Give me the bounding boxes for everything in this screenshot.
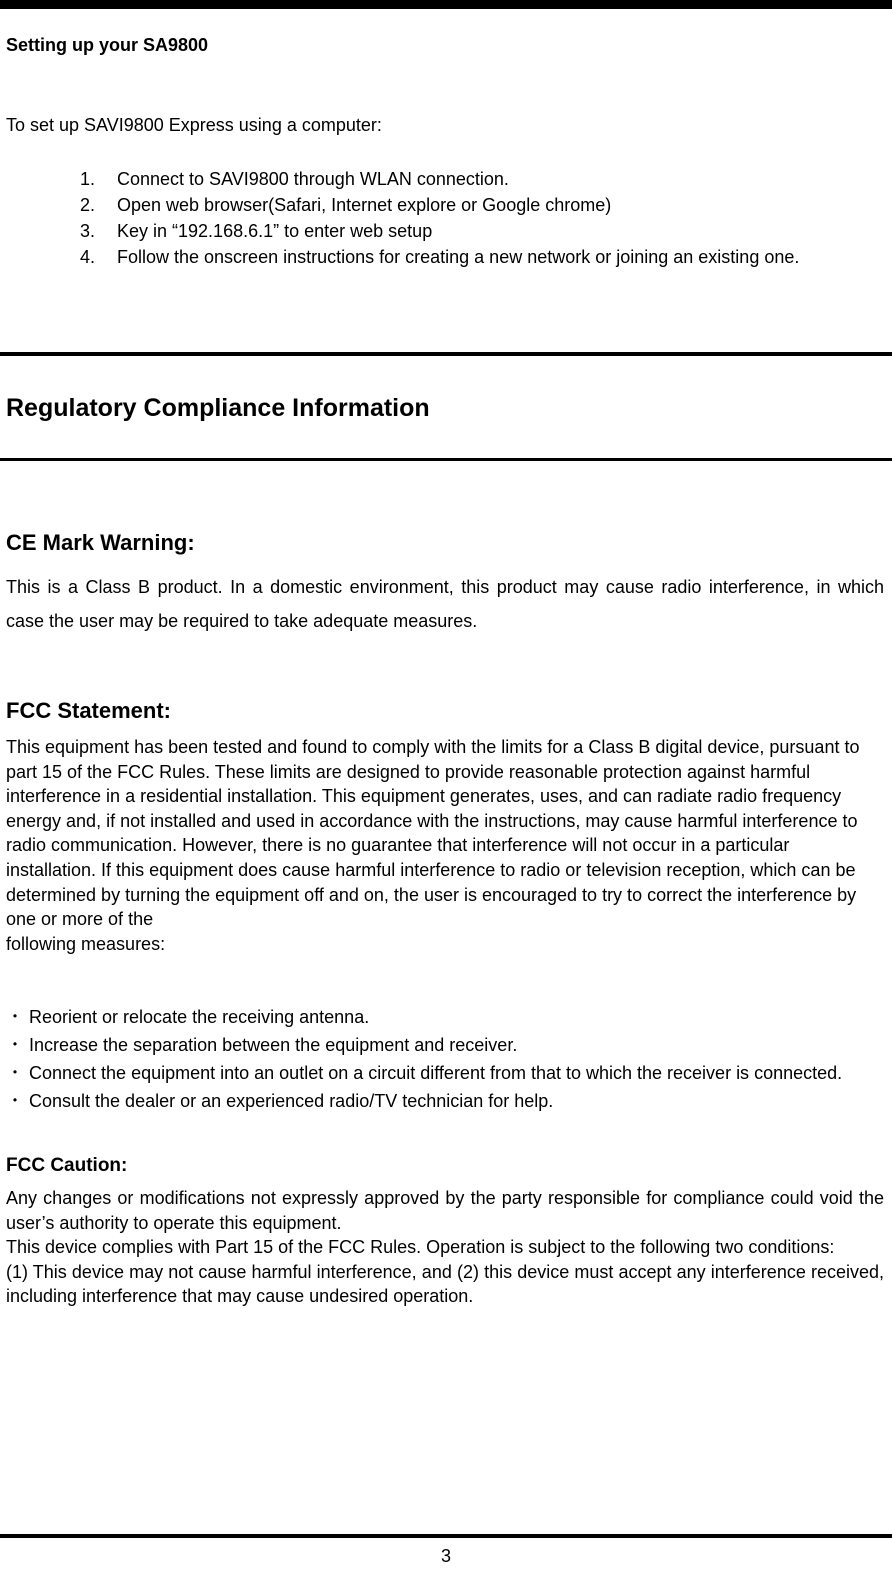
fcc-heading: FCC Statement: [6, 698, 172, 723]
caution-paragraph-1: Any changes or modifications not expressly approved by the party responsible for compliance could void the user’s authority to operate this equipment. [6, 1188, 884, 1233]
caution-paragraph-2: This device complies with Part 15 of the FCC Rules. Operation is subject to the following two conditions: [6, 1237, 835, 1258]
setup-heading: Setting up your SA9800 [6, 35, 209, 55]
list-item: ・ Reorient or relocate the receiving antenna. [6, 1007, 370, 1027]
regulatory-title: Regulatory Compliance Information [6, 394, 430, 422]
caution-paragraph-3: (1) This device may not cause harmful interference, and (2) this device must accept any interference received, including interference that may cause undesired operation. [6, 1261, 884, 1307]
section-divider-top [0, 352, 892, 356]
fcc-measures [6, 1003, 884, 1115]
fcc-text: This equipment has been tested and found to comply with the limits for a Class B digital device, pursuant to part 15 of the FCC Rules. These limits are designed to provide reasonable protection against harmful interference in a residential installation. This equipment generates, uses, and can radiate radio frequency energy and, if not installed and used in accordance with the instructions, may cause harmful interference to radio communication. However, there is no guarantee that interference will not occur in a particular installation. If this equipment does cause harmful interference to radio or television reception, which can be determined by turning the equipment off and on, the user is encouraged to try to correct the interference by one or more of the [6, 737, 860, 930]
list-item: 4. Follow the onscreen instructions for creating a new network or joining an existing one. [80, 247, 800, 267]
setup-steps [80, 166, 870, 270]
footer-rule [0, 1534, 892, 1538]
list-item: 1. Connect to SAVI9800 through WLAN connection. [80, 169, 509, 189]
fcc-paragraph [6, 735, 884, 956]
list-item: ・ Connect the equipment into an outlet on a circuit different from that to which the receiver is connected. [6, 1063, 843, 1083]
top-rule [0, 0, 892, 9]
ce-heading: CE Mark Warning: [6, 530, 195, 555]
setup-intro: To set up SAVI9800 Express using a computer: [6, 115, 382, 135]
fcc-text-tail: following measures: [6, 933, 166, 954]
list-item: ・ Consult the dealer or an experienced radio/TV technician for help. [6, 1091, 554, 1111]
section-divider-bottom [0, 458, 892, 461]
list-item: 2. Open web browser(Safari, Internet explore or Google chrome) [80, 195, 612, 215]
fcc-caution-text [6, 1186, 884, 1309]
fcc-caution-heading: FCC Caution: [6, 1155, 128, 1176]
page-number: 3 [440, 1546, 451, 1566]
ce-paragraph: This is a Class B product. In a domestic environment, this product may cause radio interference, in which case the user may be required to take adequate measures. [6, 577, 884, 631]
list-item: ・ Increase the separation between the equipment and receiver. [6, 1035, 518, 1055]
list-item: 3. Key in “192.168.6.1” to enter web setup [80, 221, 433, 241]
